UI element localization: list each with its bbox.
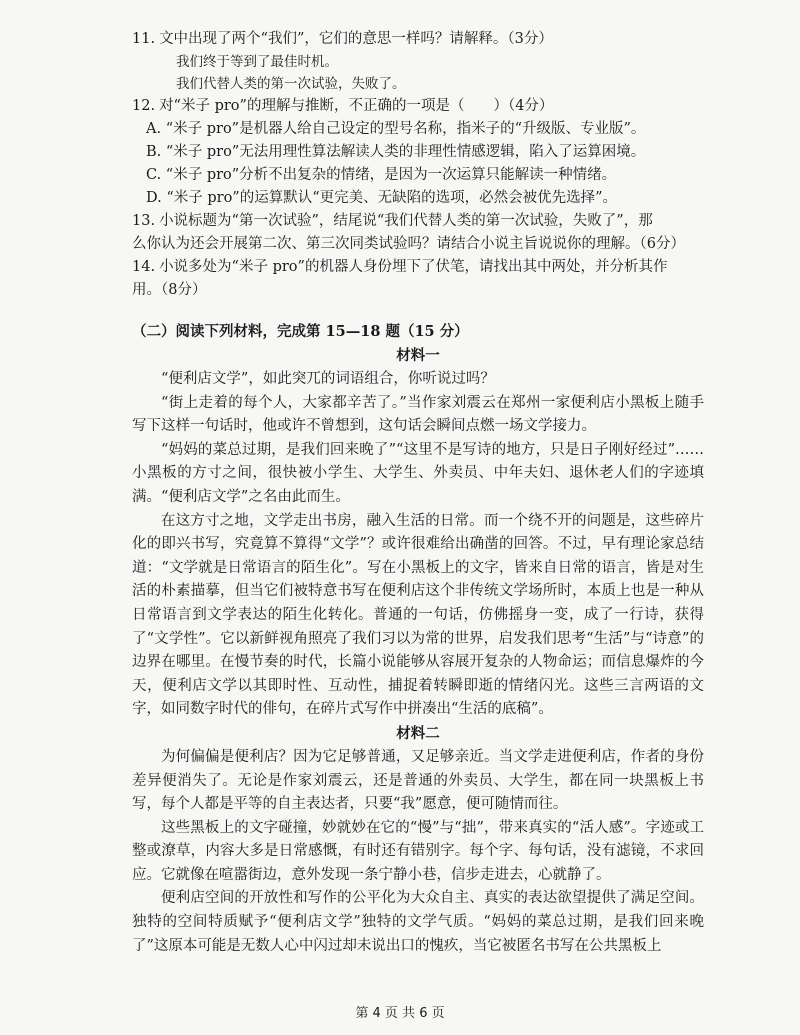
material-2-paragraph: 为何偏偏是便利店？因为它足够普通，又足够亲近。当文学走进便利店，作者的身份差异便消失了。无论是作家刘震云，还是普通的外卖员、大学生，都在同一块黑板上书写，每个人都是平等的自主表达者，只要“我”愿意，便可随情而往。: [132, 748, 704, 813]
q12-option-d: D. “米子 pro”的运算默认“更完美、无缺陷的选项，必然会被优先选择”。: [146, 190, 618, 206]
page-footer: 第 4 页 共 6 页: [355, 1006, 445, 1021]
material-1-paragraph: “妈妈的菜总过期，是我们回来晚了”“这里不是写诗的地方，只是日子刚好经过”……小黑板的方寸之间，很快被小学生、大学生、外卖员、中年夫妇、退休老人们的字迹填满。“便利店文学”之名由此而生。: [132, 441, 704, 505]
question-13-cont: 么你认为还会开展第二次、第三次同类试验吗？请结合小说主旨说说你的理解。（6分）: [132, 236, 685, 252]
q12-option-a: A. “米子 pro”是机器人给自己设定的型号名称，指米子的“升级版、专业版”。: [146, 121, 646, 137]
question-11: 11. 文中出现了两个“我们”，它们的意思一样吗？请解释。（3分）: [132, 31, 553, 47]
q12-option-b: B. “米子 pro”无法用理性算法解读人类的非理性情感逻辑，陷入了运算困境。: [146, 144, 646, 160]
material-1-title: 材料一: [396, 347, 440, 364]
question-14-cont: 用。（8分）: [132, 282, 207, 298]
question-12: 12. 对“米子 pro”的理解与推断，不正确的一项是（ ）（4分）: [132, 98, 554, 114]
material-1-paragraph: 在这方寸之地，文学走出书房，融入生活的日常。而一个绕不开的问题是，这些碎片化的即兴书写，究竟算不算得“文学”？或许很难给出确凿的回答。不过，早有理论家总结道：“文学就是日常语言的陌生化”。写在小黑板上的文字，皆来自日常的语言，皆是对生活的朴素描摹，但当它们被特意书写在便利店这个非传统文学场所时，本质上也是一种从日常语言到文学表达的陌生化转化。普通的一句话，仿佛摇身一变，成了一行诗，获得了“文学性”。它以新鲜视角照亮了我们习以为常的世界，启发我们思考“生活”与“诗意”的边界在哪里。在慢节奏的时代，长篇小说能够从容展开复杂的人物命运；而信息爆炸的今天，便利店文学以其即时性、互动性，捕捉着转瞬即逝的情绪闪光。这些三言两语的文字，如同数字时代的俳句，在碎片式写作中拼凑出“生活的底稿”。: [132, 512, 704, 718]
question-14: 14. 小说多处为“米子 pro”的机器人身份埋下了伏笔，请找出其中两处，并分析其作: [132, 259, 668, 275]
material-2-paragraph: 便利店空间的开放性和写作的公平化为大众自主、真实的表达欲望提供了满足空间。独特的空间特质赋予“便利店文学”独特的文学气质。“妈妈的菜总过期，是我们回来晚了”这原本可能是无数人心中闪过却未说出口的愧疚，当它被匿名书写在公共黑板上: [132, 890, 704, 954]
q11-sentence-1: 我们终于等到了最佳时机。: [176, 54, 338, 70]
material-2-paragraph: 这些黑板上的文字碰撞，妙就妙在它的“慢”与“拙”，带来真实的“活人感”。字迹或工整或潦草，内容大多是日常感慨，有时还有错别字。每个字、每句话，没有滤镜，不求回应。它就像在喧嚣街边，意外发现一条宁静小巷，信步走进去，心就静了。: [132, 819, 704, 883]
section-2-title: （二）阅读下列材料，完成第 15—18 题（15 分）: [132, 323, 469, 340]
material-2-title: 材料二: [396, 724, 440, 742]
q11-sentence-2: 我们代替人类的第一次试验，失败了。: [176, 76, 406, 92]
material-1-paragraph: “便利店文学”，如此突兀的词语组合，你听说过吗？: [161, 371, 495, 387]
question-13: 13. 小说标题为“第一次试验”，结尾说“我们代替人类的第一次试验，失败了”，那: [132, 213, 653, 229]
q12-option-c: C. “米子 pro”分析不出复杂的情绪，是因为一次运算只能解读一种情绪。: [146, 167, 617, 183]
material-1-paragraph: “街上走着的每个人，大家都辛苦了。”当作家刘震云在郑州一家便利店小黑板上随手写下这样一句话时，他或许不曾想到，这句话会瞬间点燃一场文学接力。: [132, 394, 704, 435]
